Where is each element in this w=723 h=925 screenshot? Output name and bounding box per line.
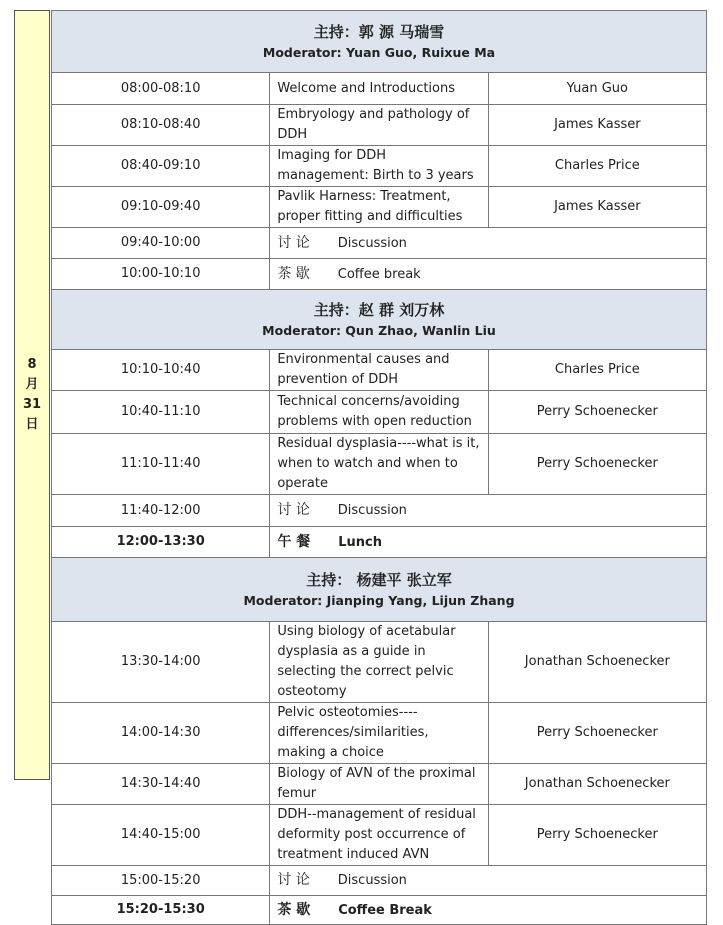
break-cell [270, 495, 707, 527]
chair-en: Moderator: Jianping Yang, Lijun Zhang [243, 592, 515, 608]
topic-cell: Using biology of acetabular dysplasia as a guide in selecting the correct pelvic osteotomy [270, 622, 488, 703]
topic-cell: Pavlik Harness: Treatment, proper fitting and difficulties [270, 187, 488, 228]
time-cell: 14:40-15:00 [52, 805, 270, 866]
time-cell: 08:10-08:40 [52, 105, 270, 146]
chair-en: Moderator: Qun Zhao, Wanlin Liu [262, 322, 496, 338]
session-header [52, 11, 707, 73]
time-cell: 15:20-15:30 [52, 896, 270, 925]
break-en: Lunch [338, 534, 382, 550]
time-cell: 09:40-10:00 [52, 228, 270, 259]
topic-cell: Embryology and pathology of DDH [270, 105, 488, 146]
speaker-cell: Perry Schoenecker [488, 805, 706, 866]
time-cell: 08:00-08:10 [52, 73, 270, 105]
break-cn: 茶 歇 [277, 265, 310, 282]
topic-cell: Residual dysplasia----what is it, when to watch and when to operate [270, 434, 488, 495]
chair-cn: 主持：赵 群 刘万林 [313, 300, 445, 319]
break-cell [270, 896, 707, 925]
break-en: Discussion [337, 873, 407, 888]
time-cell: 09:10-09:40 [52, 187, 270, 228]
time-cell: 14:00-14:30 [52, 703, 270, 764]
session-header-cell [52, 11, 707, 73]
break-row [52, 896, 707, 925]
speaker-cell: James Kasser [488, 187, 706, 228]
time-cell: 11:10-11:40 [52, 434, 270, 495]
chair-cn: 主持： 杨建平 张立军 [306, 570, 452, 589]
topic-cell: DDH--management of residual deformity post occurrence of treatment induced AVN [270, 805, 488, 866]
table-row [52, 805, 707, 866]
break-row [52, 527, 707, 558]
break-cn: 讨 论 [277, 234, 310, 251]
break-en: Discussion [337, 503, 407, 518]
break-cell [270, 527, 707, 558]
session-header [52, 290, 707, 350]
table-row [52, 187, 707, 228]
speaker-cell: Jonathan Schoenecker [488, 622, 706, 703]
speaker-cell: James Kasser [488, 105, 706, 146]
table-row [52, 703, 707, 764]
topic-cell: Technical concerns/avoiding problems with open reduction [270, 391, 488, 434]
schedule-table [51, 10, 707, 925]
time-cell: 10:10-10:40 [52, 350, 270, 391]
session-header-cell [52, 558, 707, 622]
break-en: Coffee Break [338, 902, 432, 918]
date-label: 8 月 31 日 [22, 357, 42, 432]
speaker-cell: Charles Price [488, 350, 706, 391]
break-cn: 讨 论 [277, 872, 310, 888]
time-cell: 08:40-09:10 [52, 146, 270, 187]
topic-cell: Imaging for DDH management: Birth to 3 years [270, 146, 488, 187]
schedule-frame [14, 10, 708, 918]
time-cell: 11:40-12:00 [52, 495, 270, 527]
speaker-cell: Perry Schoenecker [488, 434, 706, 495]
topic-cell: Pelvic osteotomies----differences/similarities, making a choice [270, 703, 488, 764]
session-header [52, 558, 707, 622]
session-header-cell [52, 290, 707, 350]
table-row [52, 105, 707, 146]
break-en: Discussion [337, 235, 407, 251]
break-cell [270, 259, 707, 290]
chair-en: Moderator: Yuan Guo, Ruixue Ma [262, 44, 496, 60]
speaker-cell: Jonathan Schoenecker [488, 764, 706, 805]
time-cell: 12:00-13:30 [52, 527, 270, 558]
table-row [52, 146, 707, 187]
table-row [52, 622, 707, 703]
chair-cn: 主持：郭 源 马瑞雪 [313, 22, 445, 41]
break-cn: 午 餐 [277, 533, 311, 550]
table-row [52, 391, 707, 434]
date-column [14, 10, 50, 780]
topic-cell: Biology of AVN of the proximal femur [270, 764, 488, 805]
speaker-cell: Charles Price [488, 146, 706, 187]
table-row [52, 73, 707, 105]
speaker-cell: Perry Schoenecker [488, 391, 706, 434]
break-en: Coffee break [337, 266, 421, 282]
time-cell: 10:00-10:10 [52, 259, 270, 290]
break-cn: 讨 论 [277, 502, 310, 518]
table-row [52, 350, 707, 391]
break-row [52, 495, 707, 527]
table-row [52, 434, 707, 495]
time-cell: 13:30-14:00 [52, 622, 270, 703]
break-cell [270, 228, 707, 259]
time-cell: 15:00-15:20 [52, 866, 270, 896]
time-cell: 10:40-11:10 [52, 391, 270, 434]
time-cell: 14:30-14:40 [52, 764, 270, 805]
break-cell [270, 866, 707, 896]
speaker-cell: Perry Schoenecker [488, 703, 706, 764]
speaker-cell: Yuan Guo [488, 73, 706, 105]
break-row [52, 866, 707, 896]
topic-cell: Environmental causes and prevention of DDH [270, 350, 488, 391]
break-cn: 茶 歇 [277, 901, 311, 918]
table-row [52, 764, 707, 805]
break-row [52, 259, 707, 290]
topic-cell: Welcome and Introductions [270, 73, 488, 105]
break-row [52, 228, 707, 259]
